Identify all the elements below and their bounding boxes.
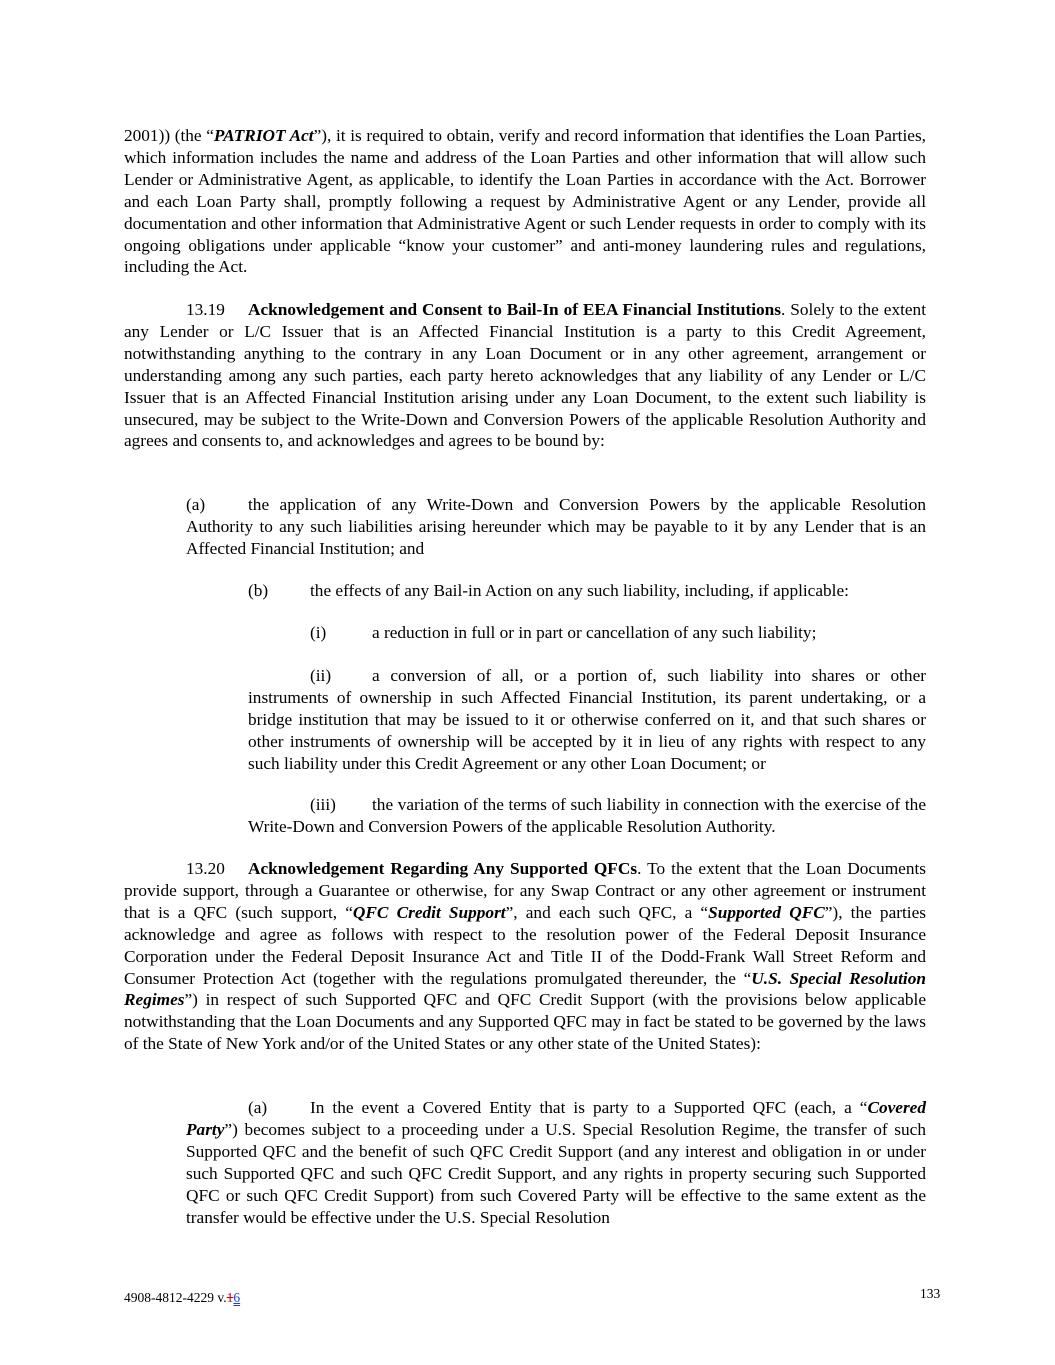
inserted-version: 6 [233, 1290, 241, 1305]
defined-term: PATRIOT Act [213, 126, 314, 145]
clause-text: the effects of any Bail-in Action on any such liability, including, if applicable: [310, 581, 849, 600]
paragraph-patriot-act [124, 125, 926, 278]
deleted-version: 1 [226, 1290, 234, 1305]
clause-label: (ii) [310, 666, 332, 685]
clause-text: the application of any Write-Down and Conversion Powers by the applicable Resolution Authority to any such liabilities arising hereunder which may be payable to it by any Lender that is an Affected Financial Institution; and [186, 495, 926, 558]
clause-text: a conversion of all, or a portion of, such liability into shares or other instruments of ownership in such Affected Financial Institution, its parent undertaking, or a bridge institution that may be issued to it or otherwise conferred on it, and that such shares or other instruments of ownership will be accepted by it in lieu of any rights with respect to any such liability under this Credit Agreement or any other Loan Document; or [248, 666, 926, 773]
section-heading: Acknowledgement and Consent to Bail-In of EEA Financial Institutions [248, 300, 782, 319]
section-13-20 [124, 858, 926, 1055]
document-id-footer [124, 1290, 240, 1306]
clause-label: (a) [248, 1098, 268, 1117]
defined-term: Supported QFC [708, 902, 825, 922]
clause-13-19-b-i [248, 622, 926, 644]
clause-label: (i) [310, 623, 327, 642]
text: 2001)) (the “ [124, 126, 214, 145]
clause-label: (b) [248, 581, 269, 600]
section-heading: Acknowledgement Regarding Any Supported QFCs [248, 859, 638, 878]
defined-term: Covered Party [186, 1098, 926, 1139]
clause-label: (iii) [310, 795, 336, 814]
clause-text: ”) becomes subject to a proceeding under a U.S. Special Resolution Regime, the transfer of such Supported QFC and the benefit of such QFC Credit Support (and any interest and obligation in or under such Supported QFC and such QFC Credit Support, and any rights in property securing such Supported QFC or such QFC Credit Support) from such Covered Party will be effective to the same extent as the transfer would be effective under the U.S. Special Resolution [186, 1119, 926, 1227]
clause-text: a reduction in full or in part or cancellation of any such liability; [372, 623, 817, 642]
section-number: 13.19 [186, 300, 225, 319]
section-13-19 [124, 299, 926, 452]
text: ”, and each such QFC, a “ [505, 902, 709, 922]
clause-13-19-b-ii [248, 665, 926, 775]
defined-term: QFC Credit Support [352, 902, 506, 922]
clause-13-19-a [186, 494, 926, 560]
doc-id: 4908-4812-4229 v. [124, 1290, 227, 1305]
section-body: . Solely to the extent any Lender or L/C Issuer that is an Affected Financial Institution is a party to this Credit Agreement, notwithstanding anything to the contrary in any Loan Document or in any other agreement, arrangement or understanding among any such parties, each party hereto acknowledges that any liability of any Lender or L/C Issuer that is an Affected Financial Institution arising under any Loan Document, to the extent such liability is unsecured, may be subject to the Write-Down and Conversion Powers of the applicable Resolution Authority and agrees and consents to, and acknowledges and agrees to be bound by: [124, 300, 927, 451]
text: ”) in respect of such Supported QFC and QFC Credit Support (with the provisions below applicable notwithstanding that the Loan Documents and any Supported QFC may in fact be stated to be governed by the laws of the State of New York and/or of the United States or any other state of the United States): [124, 990, 926, 1054]
text: ”), the parties acknowledge and agree as follows with respect to the resolution power of the Federal Deposit Insurance Corporation under the Federal Deposit Insurance Act and Title II of the Dodd-Frank Wall Street Reform and Consumer Protection Act (together with the regulations promulgated thereunder, the “ [124, 902, 926, 988]
clause-label: (a) [186, 495, 206, 514]
section-number: 13.20 [186, 859, 225, 878]
clause-13-19-b-iii [248, 794, 926, 838]
clause-text: the variation of the terms of such liability in connection with the exercise of the Write-Down and Conversion Powers of the applicable Resolution Authority. [248, 795, 926, 836]
clause-text: In the event a Covered Entity that is party to a Supported QFC (each, a “ [310, 1098, 868, 1117]
page-number: 133 [920, 1286, 941, 1301]
text: . To the extent that the Loan Documents provide support, through a Guarantee or otherwise, for any Swap Contract or any other agreement or instrument that is a QFC (such support, “ [124, 859, 926, 922]
defined-term: U.S. Special Resolution Regimes [124, 968, 926, 1010]
text: ”), it is required to obtain, verify and record information that identifies the Loan Parties, which information includes the name and address of the Loan Parties and other information that will allow such Lender or Administrative Agent, as applicable, to identify the Loan Parties in accordance with the Act. Borrower and each Loan Party shall, promptly following a request by Administrative Agent or any Lender, provide all documentation and other information that Administrative Agent or such Lender requests in order to comply with its ongoing obligations under applicable “know your customer” and anti-money laundering rules and regulations, including the Act. [124, 126, 926, 277]
clause-13-19-b [186, 580, 926, 602]
clause-13-20-a [186, 1097, 926, 1228]
